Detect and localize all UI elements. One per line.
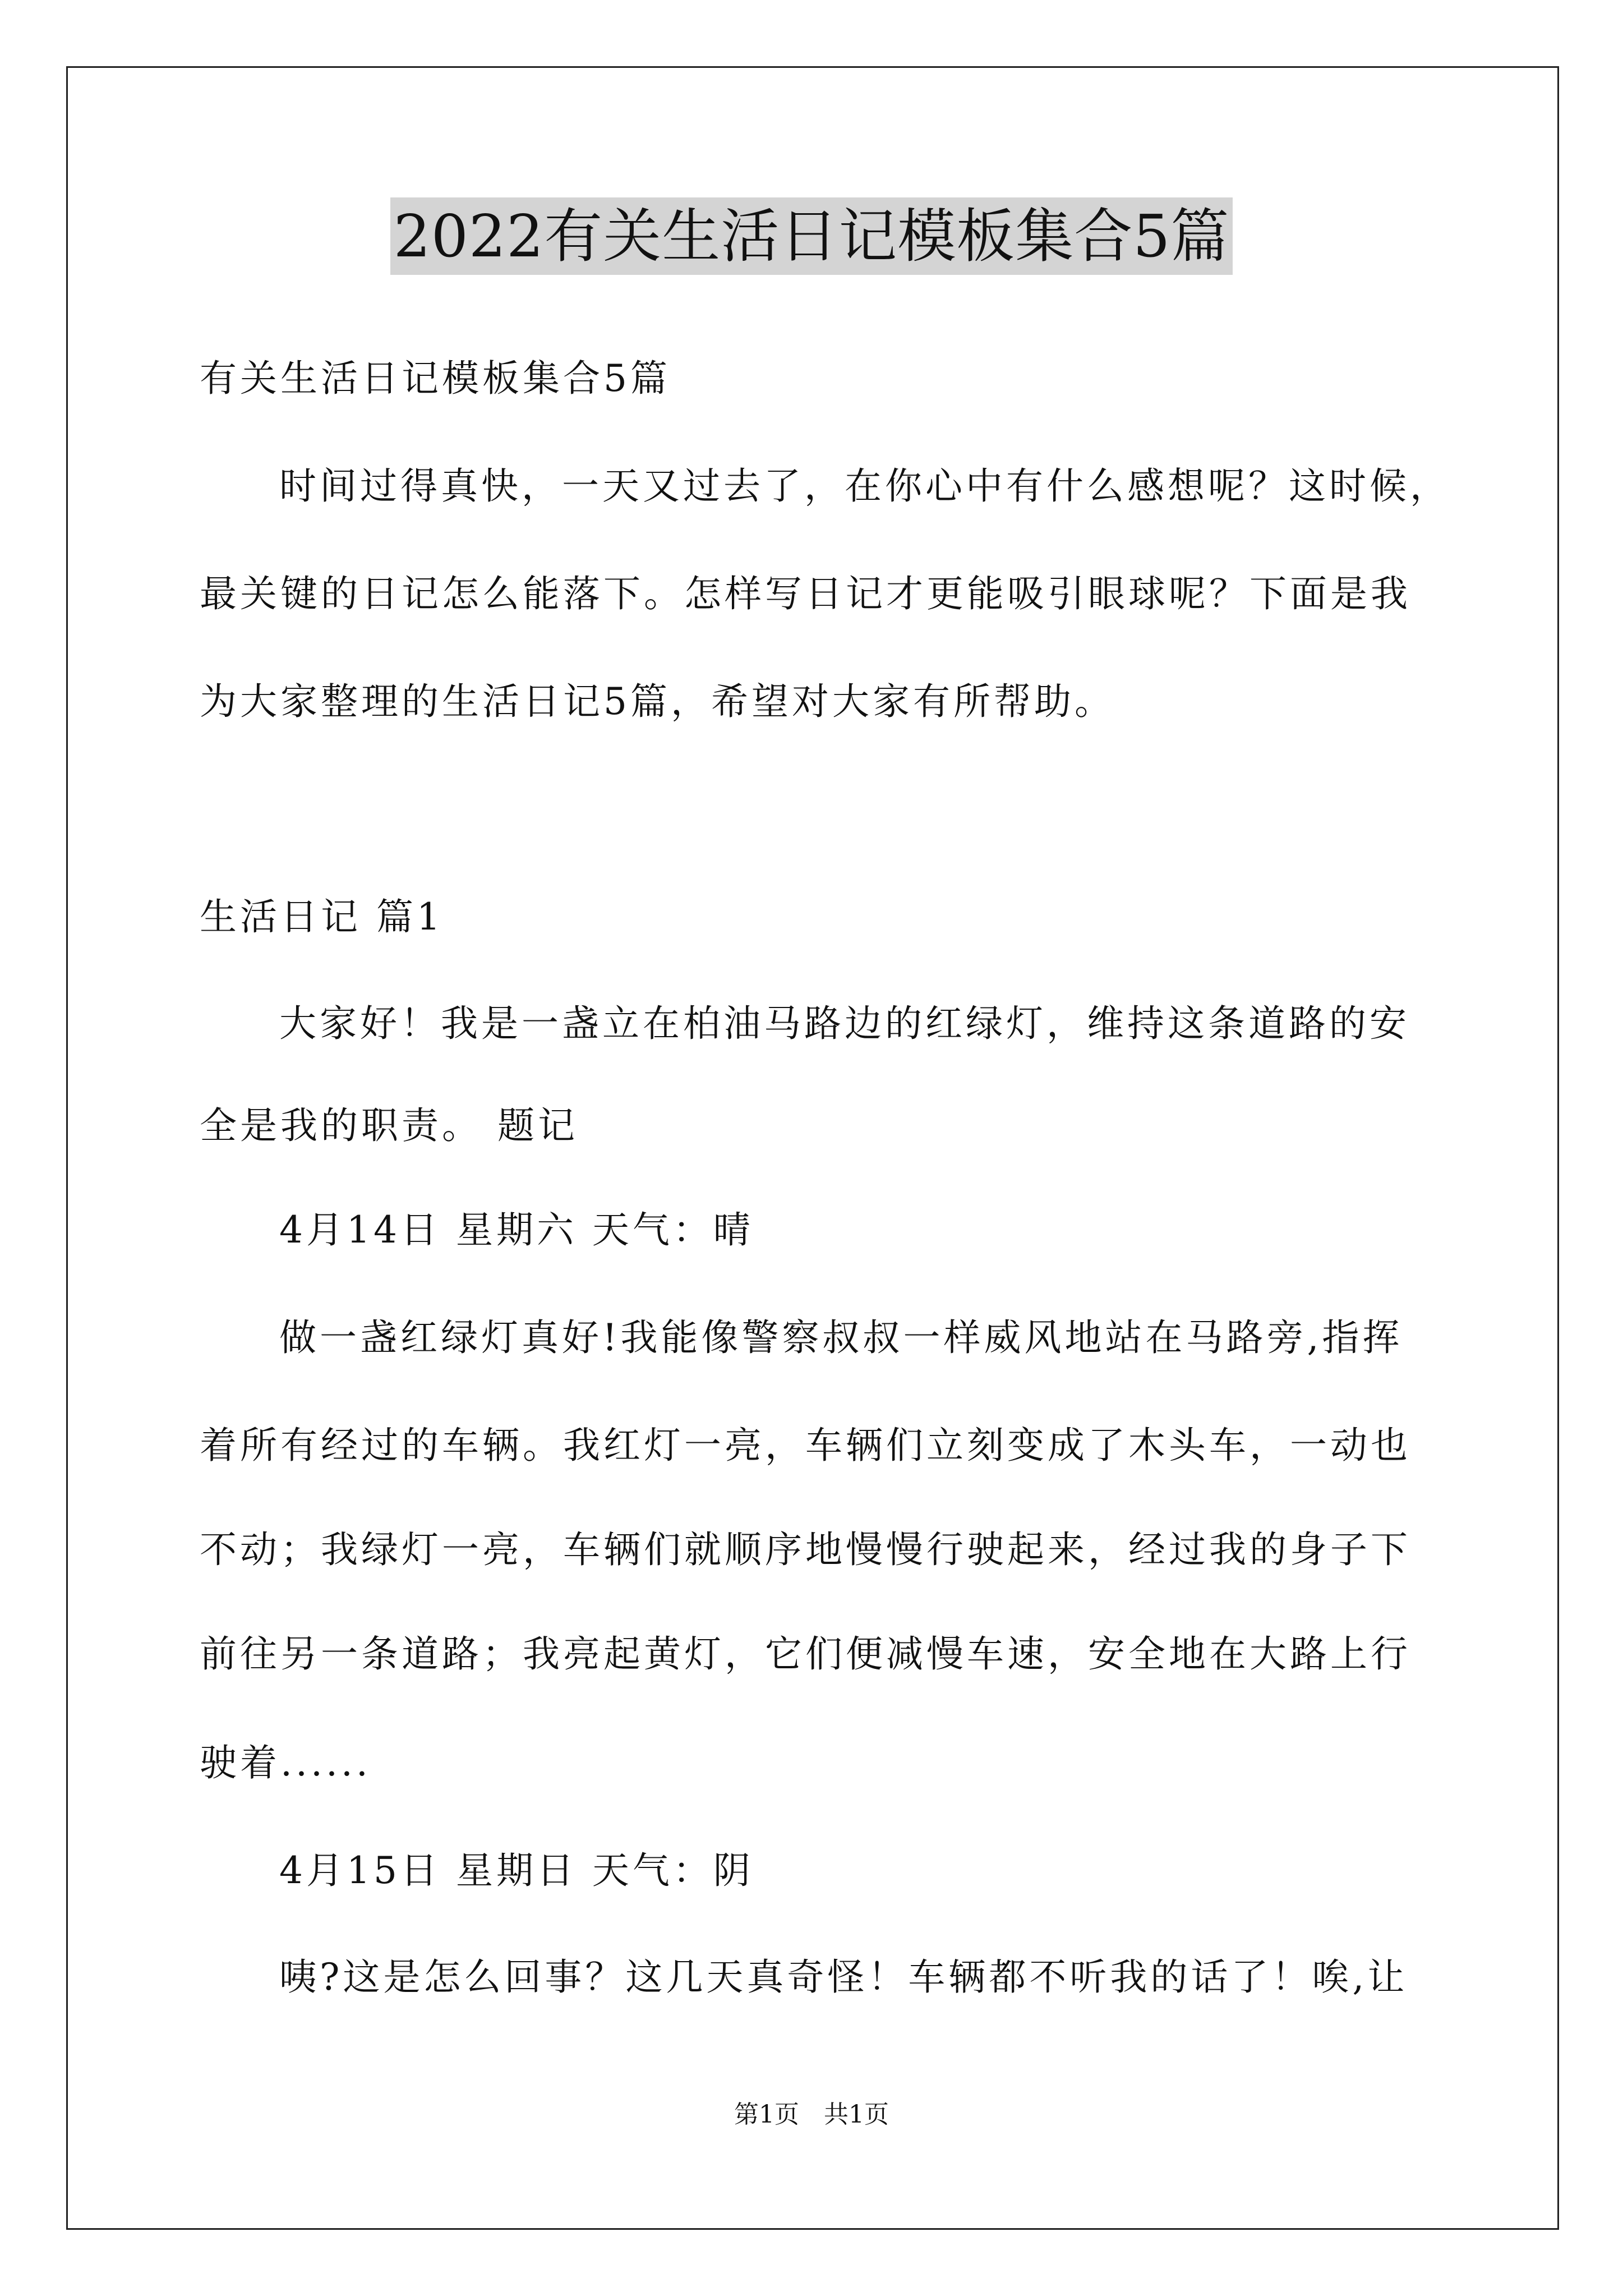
subtitle: 有关生活日记模板集合5篇	[200, 357, 671, 400]
entry1-line-3: 不动；我绿灯一亮，车辆们就顺序地慢慢行驶起来，经过我的身子下	[200, 1528, 1411, 1571]
preface-line-2: 全是我的职责。 题记	[200, 1104, 578, 1147]
entry2-line-1: 咦?这是怎么回事？这几天真奇怪！车辆都不听我的话了！唉,让	[279, 1955, 1408, 1999]
entry1-line-4: 前往另一条道路；我亮起黄灯，它们便减慢车速，安全地在大路上行	[200, 1632, 1411, 1676]
page-number: 第1页	[734, 2100, 799, 2129]
page-total: 共1页	[824, 2100, 889, 2129]
section-heading: 生活日记 篇1	[200, 895, 444, 938]
entry1-line-2: 着所有经过的车辆。我红灯一亮，车辆们立刻变成了木头车，一动也	[200, 1424, 1411, 1467]
page-footer	[0, 2098, 1623, 2132]
preface-line-1: 大家好！我是一盏立在柏油马路边的红绿灯，维持这条道路的安	[279, 1002, 1410, 1045]
intro-line-2: 最关键的日记怎么能落下。怎样写日记才更能吸引眼球呢？下面是我	[200, 572, 1411, 615]
entry1-date: 4月14日 星期六 天气：晴	[279, 1208, 754, 1251]
entry1-line-5: 驶着......	[200, 1741, 371, 1784]
entry2-date: 4月15日 星期日 天气：阴	[279, 1849, 754, 1892]
document-title: 2022有关生活日记模板集合5篇	[390, 197, 1233, 275]
intro-line-3: 为大家整理的生活日记5篇，希望对大家有所帮助。	[200, 680, 1115, 723]
entry1-line-1: 做一盏红绿灯真好!我能像警察叔叔一样威风地站在马路旁,指挥	[279, 1316, 1403, 1359]
title-container	[0, 197, 1623, 275]
intro-line-1: 时间过得真快，一天又过去了，在你心中有什么感想呢？这时候，	[279, 464, 1450, 508]
